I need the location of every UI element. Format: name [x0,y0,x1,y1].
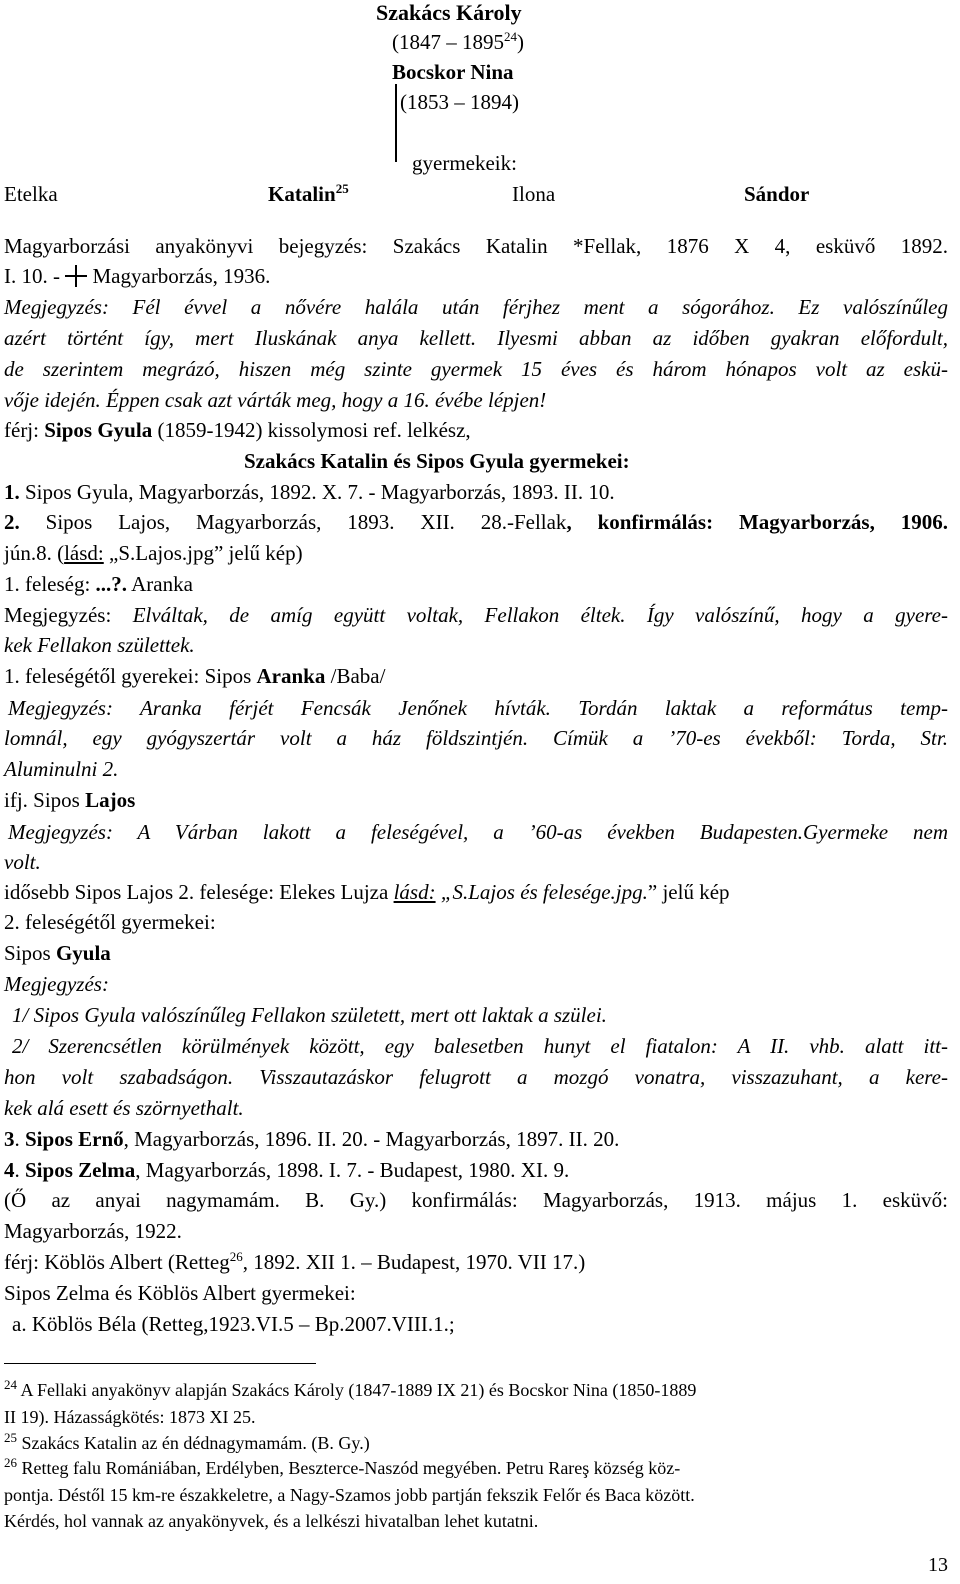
children-heading: Szakács Katalin és Sipos Gyula gyermekei: [244,449,630,473]
note-label: Megjegyzés: [4,603,133,627]
father-years-close: ) [517,30,524,54]
child-entry-1 [4,482,615,503]
ref-image: „S.Lajos és felesége.jpg. [435,880,648,904]
child-details: , Magyarborzás, 1896. II. 20. - Magyarborzás, 1897. II. 20. [123,1127,620,1151]
note-line: kek alá esett és szörnyethalt. [4,1096,244,1120]
footnote-24 [4,1377,697,1400]
page-number: 13 [928,1554,948,1576]
death-cross-icon [65,267,87,285]
tree-line [395,84,397,162]
separator: . [14,1127,25,1151]
note-line: 2/ Szerencsétlen körülmények között, egy balesetben hunyt el fiatalon: A II. vhb. alatt itt- [12,1034,948,1058]
footnote-24-cont: II 19). Házasságkötés: 1873 XI 25. [4,1407,256,1427]
see-link[interactable]: lásd: [393,880,436,904]
note-line: Aluminulni 2. [4,757,119,781]
ref-prefix: jún.8. ( [4,541,65,565]
child-name-line [4,943,111,964]
footnote-mark: 26 [4,1455,17,1470]
child-number: 1. [4,480,20,504]
footnote-26 [4,1455,681,1478]
ref-image-suffix: ” jelű kép [647,880,730,904]
death-place: Magyarborzás, 1936. [92,264,271,288]
child-entry-3 [4,1129,619,1150]
body-line: (Ő az anyai nagymamám. B. Gy.) konfirmálás: Magyarborzás, 1913. május 1. esküvő: [4,1188,948,1212]
father-name: Szakács Károly [376,0,522,25]
husband-text: férj: Köblös Albert (Retteg [4,1250,230,1274]
father-years [392,29,524,54]
wife-name: Aranka [127,572,193,596]
child-number: 3 [4,1127,15,1151]
body-line: Magyarborzás, 1922. [4,1219,182,1243]
footnote-text: Szakács Katalin az én dédnagymamám. (B. Gy.) [21,1433,370,1453]
husband-details: (1859-1942) kissolymosi ref. lelkész, [152,418,471,442]
wife-unknown: ...?. [95,572,128,596]
registry-entry: Magyarborzási anyakönyvi bejegyzés: Szakács Katalin *Fellak, 1876 X 4, esküvő 1892. [4,234,948,258]
wife-2-children: 2. feleségétől gyermekei: [4,910,216,934]
note-line [4,605,948,626]
husband-dates: , 1892. XII 1. – Budapest, 1970. VII 17.) [242,1250,586,1274]
note-text: Elváltak, de amíg együtt voltak, Fellakon éltek. Így valószínű, hogy a gyere- [132,603,948,627]
child-katalin-name: Katalin [268,182,336,206]
footnote-text: Retteg falu Romániában, Erdélyben, Beszterce-Naszód megyében. Petru Rareş község köz- [21,1458,681,1478]
husband-label: férj: [4,418,45,442]
child-surname: Sipos [4,941,56,965]
child-sandor: Sándor [744,182,810,206]
note-line: kek Fellakon születtek. [4,633,195,657]
note-line: volt. [4,850,41,874]
children-label: 1. feleségétől gyerekei: Sipos [4,664,257,688]
child-details-bold: , konfirmálás: Magyarborzás, 1906. [566,510,948,534]
note-label: Megjegyzés: [4,972,109,996]
footnote-26-cont: Kérdés, hol vannak az anyakönyvek, és a lelkészi hivatalban lehet kutatni. [4,1511,539,1531]
footnote-ref-26: 26 [229,1249,243,1264]
children-heading: Sipos Zelma és Köblös Albert gyermekei: [4,1281,356,1305]
wife-2-line [4,882,730,903]
note-line: de szerintem megrázó, hiszen még szinte gyermek 15 éves és három hónapos volt az eskü- [4,357,948,381]
child-details: Sipos Lajos, Magyarborzás, 1893. XII. 28.-Fellak [19,510,567,534]
note-line: Megjegyzés: Fél évvel a nővére halála után férjhez ment a sógorához. Ez valószínűleg [4,295,948,319]
grandchild-entry: a. Köblös Béla (Retteg,1923.VI.5 – Bp.2007.VIII.1.; [12,1312,455,1336]
child-name: Sipos Ernő [25,1127,124,1151]
child-number: 4 [4,1158,15,1182]
date-text: I. 10. - [4,264,60,288]
footnote-ref-25: 25 [335,181,349,196]
child-name: Aranka [256,664,326,688]
footnote-separator [4,1363,316,1364]
registry-entry-cont [4,266,270,287]
image-reference [4,543,303,564]
note-line: Megjegyzés: Aranka férjét Fencsák Jenőnek hívták. Tordán laktak a református temp- [8,696,948,720]
footnote-25 [4,1430,370,1453]
see-link[interactable]: lásd: [64,541,104,565]
husband-line [4,1249,586,1274]
wife-label: 1. feleség: [4,572,96,596]
footnote-mark: 25 [4,1430,17,1445]
wife-2-text: idősebb Sipos Lajos 2. felesége: Elekes Lujza [4,880,394,904]
child-ilona: Ilona [512,182,556,206]
father-years-text: (1847 – 1895 [392,30,504,54]
footnote-text: A Fellaki anyakönyv alapján Szakács Károly (1847-1889 IX 21) és Bocskor Nina (1850-1889 [20,1380,697,1400]
husband-name: Sipos Gyula [44,418,153,442]
child-number: 2. [4,510,20,534]
child-etelka: Etelka [4,182,58,206]
note-line: lomnál, egy gyógyszertár volt a ház földszintjén. Címük a ’70-es évekből: Torda, Str. [4,726,948,750]
mother-name: Bocskor Nina [392,60,514,84]
note-line: 1/ Sipos Gyula valószínűleg Fellakon született, mert ott laktak a szülei. [12,1003,607,1027]
child-name: Sipos Zelma [25,1158,136,1182]
child-nickname: /Baba/ [325,664,386,688]
child-given-name: Gyula [55,941,111,965]
note-line: azért történt így, mert Iluskának anya kellett. Ilyesmi abban az időben gyakran előfordult, [4,326,948,350]
footnote-26-cont: pontja. Déstől 15 km-re északkeletre, a Nagy-Szamos jobb partján fekszik Felőr és Baca között. [4,1485,695,1505]
footnote-mark: 24 [4,1377,17,1392]
children-label: gyermekeik: [412,151,517,175]
son-prefix: ifj. Sipos [4,788,86,812]
footnote-ref-24: 24 [504,29,517,44]
child-katalin [268,181,349,206]
son-line [4,790,135,811]
child-details: Sipos Gyula, Magyarborzás, 1892. X. 7. - Magyarborzás, 1893. II. 10. [19,480,615,504]
child-entry-2 [4,512,948,533]
mother-years: (1853 – 1894) [400,90,519,114]
separator: . [14,1158,25,1182]
note-line: vője idején. Éppen csak azt várták meg, hogy a 16. évébe lépjen! [4,388,547,412]
note-line: hon volt szabadságon. Visszautazáskor felugrott a mozgó vonatra, visszazuhant, a kere- [4,1065,948,1089]
child-details: , Magyarborzás, 1898. I. 7. - Budapest, 1980. XI. 9. [135,1158,570,1182]
wife-1-children [4,666,385,687]
son-name: Lajos [85,788,136,812]
wife-1-line [4,574,193,595]
note-line: Megjegyzés: A Várban lakott a feleségével, a ’60-as években Budapesten.Gyermeke nem [8,820,948,844]
child-entry-4 [4,1160,569,1181]
husband-line [4,420,471,441]
ref-image: „S.Lajos.jpg” jelű kép) [103,541,303,565]
